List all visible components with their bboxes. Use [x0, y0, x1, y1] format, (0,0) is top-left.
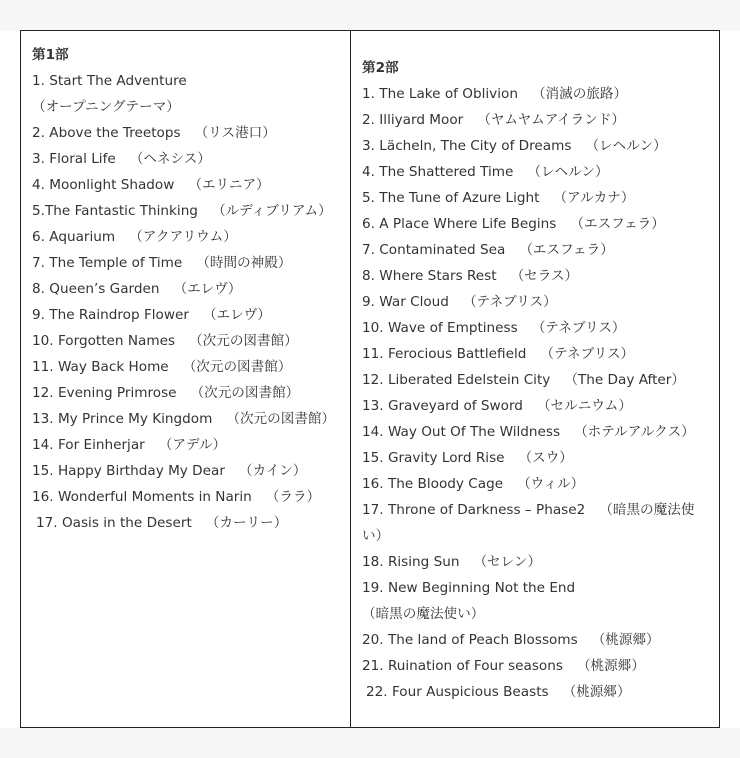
tracklist-table: [20, 30, 720, 728]
track-title: 8. Where Stars Rest: [362, 268, 497, 284]
track-location: （暗黒の魔法使い）: [362, 606, 485, 622]
track-location: （暗黒の魔法使い）: [362, 502, 695, 544]
track-item: [32, 432, 342, 458]
track-location: （桃源郷）: [576, 658, 645, 674]
track-item: [32, 484, 342, 510]
track-location: （セレン）: [473, 554, 542, 570]
track-title: 11. Way Back Home: [32, 359, 169, 375]
track-location: （オープニングテーマ）: [32, 99, 180, 115]
track-title: 3. Floral Life: [32, 151, 116, 167]
track-item: [32, 328, 342, 354]
track-title: 6. A Place Where Life Begins: [362, 216, 557, 232]
track-title: 21. Ruination of Four seasons: [362, 658, 563, 674]
track-title: 7. Contaminated Sea: [362, 242, 506, 258]
track-item: [32, 276, 342, 302]
track-location: （ヤムヤムアイランド）: [477, 112, 626, 128]
track-title: 12. Liberated Edelstein City: [362, 372, 551, 388]
part2-column: [351, 31, 719, 727]
track-title: 13. Graveyard of Sword: [362, 398, 523, 414]
track-item: [362, 627, 711, 653]
track-title: 15. Gravity Lord Rise: [362, 450, 505, 466]
track-title: 5. The Tune of Azure Light: [362, 190, 540, 206]
track-title: 9. The Raindrop Flower: [32, 307, 189, 323]
track-title: 8. Queen’s Garden: [32, 281, 160, 297]
track-location: （アルカナ）: [553, 190, 635, 206]
track-item: [362, 263, 711, 289]
track-item: [362, 653, 711, 679]
track-location: （アデル）: [158, 437, 227, 453]
track-item: [362, 393, 711, 419]
track-title: 10. Forgotten Names: [32, 333, 176, 349]
track-title: 2. Above the Treetops: [32, 125, 181, 141]
part1-column: [21, 31, 351, 727]
track-item: [362, 679, 711, 705]
track-item: [32, 302, 342, 328]
part1-heading: 第1部: [32, 47, 69, 63]
track-title: 17. Throne of Darkness – Phase2: [362, 502, 586, 518]
track-location: （アクアリウム）: [129, 229, 237, 245]
track-item: [32, 458, 342, 484]
track-title: 22. Four Auspicious Beasts: [366, 684, 549, 700]
track-item: [362, 315, 711, 341]
track-location: （次元の図書館）: [182, 359, 292, 375]
track-item: [362, 289, 711, 315]
track-title: 1. The Lake of Oblivion: [362, 86, 518, 102]
track-title: 20. The land of Peach Blossoms: [362, 632, 578, 648]
track-title: 11. Ferocious Battlefield: [362, 346, 527, 362]
track-location: （桃源郷）: [591, 632, 660, 648]
top-strip: [0, 0, 740, 31]
track-title: 4. Moonlight Shadow: [32, 177, 175, 193]
track-title: 19. New Beginning Not the End: [362, 580, 576, 596]
track-title: 12. Evening Primrose: [32, 385, 177, 401]
track-location: （エスフェラ）: [519, 242, 614, 258]
track-item: [32, 380, 342, 406]
track-item: [362, 185, 711, 211]
track-location: （エレヴ）: [173, 281, 242, 297]
track-title: 15. Happy Birthday My Dear: [32, 463, 225, 479]
track-item: [362, 471, 711, 497]
track-item: [362, 575, 711, 627]
track-location: （時間の神殿）: [196, 255, 292, 271]
track-location: （ヘネシス）: [129, 151, 211, 167]
track-title: 17. Oasis in the Desert: [36, 515, 192, 531]
track-title: 16. Wonderful Moments in Narin: [32, 489, 252, 505]
track-title: 10. Wave of Emptiness: [362, 320, 518, 336]
track-location: （レヘルン）: [527, 164, 609, 180]
track-title: 13. My Prince My Kingdom: [32, 411, 213, 427]
track-title: 6. Aquarium: [32, 229, 116, 245]
track-item: [362, 159, 711, 185]
track-location: （テネブリス）: [462, 294, 557, 310]
track-item: [32, 120, 342, 146]
part2-track-list: [362, 81, 711, 705]
track-title: 2. Illiyard Moor: [362, 112, 464, 128]
track-location: （ララ）: [265, 489, 321, 505]
track-item: [32, 250, 342, 276]
track-location: （カイン）: [238, 463, 307, 479]
track-item: [32, 68, 342, 120]
track-location: （消滅の旅路）: [531, 86, 628, 102]
track-title: 7. The Temple of Time: [32, 255, 183, 271]
track-location: （次元の図書館）: [226, 411, 336, 427]
track-item: [362, 107, 711, 133]
track-item: [362, 549, 711, 575]
track-item: [32, 354, 342, 380]
track-location: （ホテルアルクス）: [574, 424, 695, 440]
track-location: （エリニア）: [188, 177, 270, 193]
track-title: 5.The Fantastic Thinking: [32, 203, 198, 219]
track-location: （レヘルン）: [585, 138, 667, 154]
track-location: （テネブリス）: [531, 320, 626, 336]
track-item: [362, 497, 711, 549]
track-location: （セラス）: [510, 268, 579, 284]
track-item: [362, 81, 711, 107]
track-item: [362, 211, 711, 237]
track-item: [362, 445, 711, 471]
track-item: [32, 172, 342, 198]
track-location: （The Day After）: [564, 372, 685, 388]
track-location: （桃源郷）: [562, 684, 631, 700]
track-location: （次元の図書館）: [190, 385, 300, 401]
track-item: [32, 510, 342, 536]
part1-track-list: [32, 68, 342, 536]
track-location: （セルニウム）: [536, 398, 632, 414]
track-location: （リス港口）: [194, 125, 276, 141]
track-location: （エレヴ）: [202, 307, 271, 323]
track-title: 14. Way Out Of The Wildness: [362, 424, 561, 440]
track-title: 16. The Bloody Cage: [362, 476, 504, 492]
track-location: （エスフェラ）: [570, 216, 665, 232]
track-location: （次元の図書館）: [189, 333, 298, 349]
track-item: [32, 146, 342, 172]
track-location: （ルディブリアム）: [211, 203, 332, 219]
track-item: [362, 419, 711, 445]
track-title: 14. For Einherjar: [32, 437, 145, 453]
part2-heading: 第2部: [362, 60, 399, 76]
track-item: [362, 237, 711, 263]
track-location: （テネブリス）: [540, 346, 635, 362]
track-item: [32, 224, 342, 250]
track-title: 18. Rising Sun: [362, 554, 460, 570]
track-location: （スウ）: [518, 450, 573, 466]
track-item: [362, 367, 711, 393]
track-location: （ウィル）: [517, 476, 585, 492]
track-item: [362, 133, 711, 159]
track-title: 9. War Cloud: [362, 294, 449, 310]
track-item: [32, 198, 342, 224]
track-title: 3. Lächeln, The City of Dreams: [362, 138, 572, 154]
track-title: 1. Start The Adventure: [32, 73, 187, 89]
track-item: [362, 341, 711, 367]
track-location: （カーリー）: [205, 515, 288, 531]
track-title: 4. The Shattered Time: [362, 164, 514, 180]
track-item: [32, 406, 342, 432]
